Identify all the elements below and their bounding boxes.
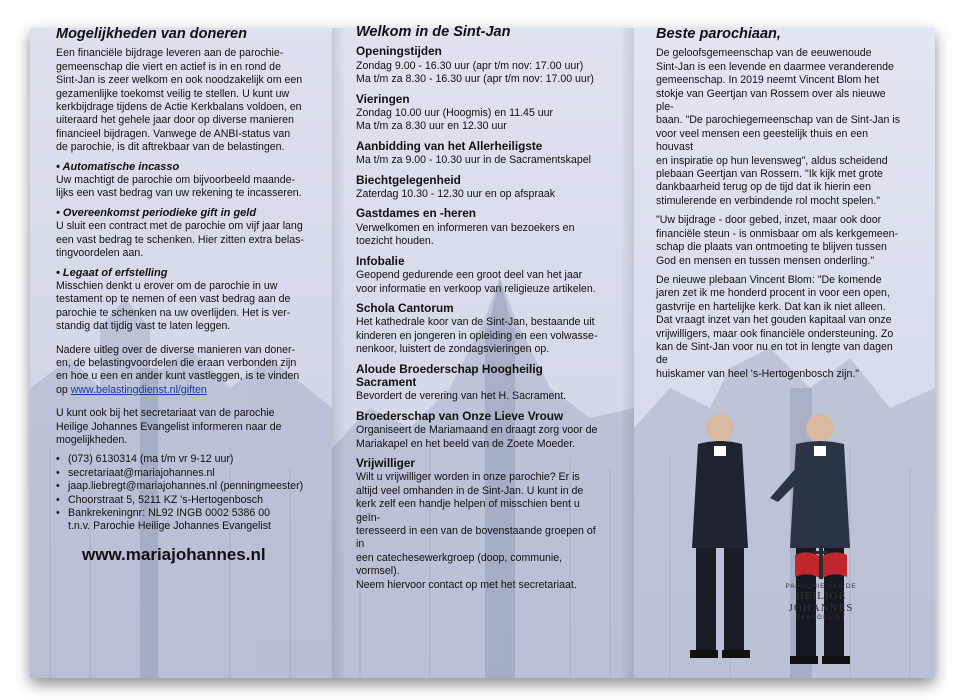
text-line: jaren zet ik me honderd procent in voor een open, — [656, 287, 890, 300]
donations-intro — [56, 47, 304, 154]
text-line: Dat vraagt inzet van het gouden kapitaal van onze — [656, 314, 892, 327]
text-line: schap die plaats van ontmoeting te blijven tussen — [656, 241, 887, 254]
section-opening-hours — [356, 45, 602, 86]
text-line: Sint-Jan is een levende en daarmee veranderende — [656, 60, 894, 73]
text-line: "Uw bijdrage - door gebed, inzet, maar ook door — [656, 214, 882, 227]
logo-top-text: PAROCHIE VAN DE — [785, 583, 857, 590]
option-heading: • Overeenkomst periodieke gift in geld — [56, 206, 257, 219]
letter-paragraph — [656, 47, 906, 208]
text-fragment: op — [56, 383, 68, 396]
contact-email-treasurer[interactable]: • jaap.liebregt@mariajohannes.nl (penningmeester) — [56, 480, 304, 493]
section-heading: Aanbidding van het Allerheiligste — [356, 138, 543, 153]
text-line: U kunt ook bij het secretariaat van de parochie — [56, 407, 275, 420]
text-line: voor informatie en verkoop van religieuze artikelen. — [356, 282, 596, 295]
text-line — [56, 384, 304, 397]
text-line: gastvrije en hartelijke kerk. Dat kan ik niet alleen. — [656, 300, 886, 313]
text-line: baan. "De parochiegemeenschap van de Sint-Jan is — [656, 114, 901, 127]
text-line: Heilige Johannes Evangelist informeren naar de — [56, 420, 282, 433]
letter-paragraph — [656, 214, 906, 268]
parish-logo — [766, 545, 876, 621]
section-heading: Infobalie — [356, 253, 405, 268]
text-line: De geloofsgemeenschap van de eeuwenoude — [656, 47, 872, 60]
letter-title: Beste parochiaan, — [656, 26, 781, 42]
text-line: Ma t/m za 9.00 - 10.30 uur in de Sacramentskapel — [356, 154, 591, 167]
text-line: standig dat tijdig vast te laten leggen. — [56, 320, 231, 333]
fold-shadow — [620, 28, 634, 678]
text-line: een catechesewerkgroep (doop, communie, vormsel). — [356, 551, 563, 578]
contact-address: • Choorstraat 5, 5211 KZ 's-Hertogenbosch — [56, 494, 304, 507]
option-heading: • Legaat of erfstelling — [56, 266, 168, 279]
section-sacrament-brotherhood — [356, 363, 602, 404]
text-line: Geopend gedurende een groot deel van het jaar — [356, 269, 583, 282]
contact-email[interactable]: • secretariaat@mariajohannes.nl — [56, 467, 304, 480]
section-heading: Openingstijden — [356, 44, 442, 59]
text-line: plebaan Geertjan van Rossem. "Ik kijk met grote — [656, 168, 883, 181]
section-services — [356, 93, 602, 134]
text-line: Zaterdag 10.30 - 12.30 uur en op afspraak — [356, 188, 556, 201]
contact-list — [56, 453, 304, 520]
text-line: Misschien denkt u erover om de parochie in uw — [56, 279, 278, 292]
text-line: teresseerd in een van de bovenstaande groepen of in — [356, 525, 596, 551]
text-line: huiskamer van heel 's-Hertogenbosch zijn." — [656, 367, 860, 380]
text-line: Uw machtigt de parochie om bijvoorbeeld maande- — [56, 174, 296, 187]
text-line: financieel bijdragen. Vanwege de ANBI-status van — [56, 127, 291, 140]
text-line: financiële steun - is onmisbaar om als kerkgemeen- — [656, 227, 899, 240]
text-line: Zondag 10.00 uur (Hoogmis) en 11.45 uur — [356, 107, 554, 120]
column-letter — [656, 28, 906, 387]
text-line: stokje van Geertjan van Rossem over als nieuwe ple- — [656, 87, 886, 114]
text-line: dankbaarheid terug op de tijd dat ik hierin een — [656, 181, 871, 194]
text-line: U sluit een contract met de parochie om vijf jaar lang — [56, 220, 303, 233]
text-line: mogelijkheden. — [56, 433, 128, 446]
section-heading: Broederschap van Onze Lieve Vrouw — [356, 408, 564, 423]
text-line: Wilt u vrijwilliger worden in onze parochie? Er is — [356, 471, 580, 484]
fold-shadow — [332, 28, 346, 678]
text-line: Verwelkomen en informeren van bezoekers en — [356, 221, 575, 234]
text-line: God en mensen en tussen mensen onderling." — [656, 254, 875, 267]
column-donations — [56, 26, 304, 564]
text-line: toezicht houden. — [356, 235, 434, 248]
text-line: Neem hiervoor contact op met het secretariaat. — [356, 578, 577, 591]
text-line: Mariakapel en het beeld van de Zoete Moeder. — [356, 437, 576, 450]
priests-photo — [670, 398, 870, 678]
contact-bank-holder: t.n.v. Parochie Heilige Johannes Evangelist — [68, 520, 271, 533]
text-line: kan de Sint-Jan voor nu en tot in lengte van dagen de — [656, 340, 893, 367]
section-confession — [356, 174, 602, 202]
section-heading: Gastdames en -heren — [356, 206, 476, 221]
option-text — [56, 220, 304, 260]
text-line: lijks een vast bedrag van uw rekening te incasseren. — [56, 187, 302, 200]
text-line: Het kathedrale koor van de Sint-Jan, bestaande uit — [356, 316, 595, 329]
option-heading: • Automatische incasso — [56, 160, 180, 173]
section-info-desk — [356, 255, 602, 296]
logo-bottom-text: EVANGELIST — [795, 614, 847, 621]
section-mary-brotherhood — [356, 410, 602, 451]
text-line: De nieuwe plebaan Vincent Blom: "De komende — [656, 273, 882, 286]
section-heading: Biechtgelegenheid — [356, 172, 461, 187]
text-line: kerk zelf een handje helpen of misschien bent u geïn- — [356, 498, 580, 524]
letter-paragraph — [656, 274, 906, 381]
column-welcome — [356, 26, 602, 594]
text-line: stimulerende en verbindende rol mocht spelen." — [656, 194, 881, 207]
text-line: Zondag 9.00 - 16.30 uur (apr t/m nov: 17.00 uur) — [356, 59, 584, 72]
section-volunteer — [356, 457, 602, 592]
text-line: Ma t/m za 8.30 - 16.30 uur (apr t/m nov: 17.00 uur) — [356, 73, 594, 86]
section-hosts — [356, 207, 602, 248]
text-line: parochie te schenken na uw overlijden. Het is ver- — [56, 306, 291, 319]
text-line: altijd veel omhanden in de Sint-Jan. U kunt in de — [356, 484, 584, 497]
contact-bank: • Bankrekeningnr: NL92 INGB 0002 5386 00 — [56, 507, 304, 520]
text-line: Nadere uitleg over de diverse manieren van doner- — [56, 343, 296, 356]
belastingdienst-link[interactable]: www.belastingdienst.nl/giften — [70, 383, 207, 396]
text-line: voor veel mensen een geestelijk thuis en een houvast — [656, 127, 869, 154]
text-line: uiteraard het gehele jaar door op diverse manieren — [56, 114, 294, 127]
text-line: Organiseert de Mariamaand en draagt zorg voor de — [356, 424, 598, 437]
text-line: een vast bedrag te schenken. Hier zitten extra belas- — [56, 233, 304, 246]
text-line: en hoe u een en ander kunt vastleggen, is te vinden — [56, 370, 300, 383]
website-link[interactable]: www.mariajohannes.nl — [82, 544, 266, 564]
text-line: Een financiële bijdrage leveren aan de parochie- — [56, 47, 284, 60]
text-line: gemeenschap die viert en actief is in en rond de — [56, 60, 281, 73]
option-text — [56, 174, 304, 201]
text-line: kinderen en jongeren in opleiding en een volwasse- — [356, 329, 598, 342]
text-line: gezamenlijke toekomst veilig te stellen. U kunt uw — [56, 87, 290, 100]
text-line: nenkoor, luistert de zondagsvieringen op. — [356, 343, 550, 356]
section-heading: Vrijwilliger — [356, 455, 416, 470]
logo-name: HEILIGE JOHANNES — [788, 590, 854, 614]
text-line: gemeenschap. In 2019 neemt Vincent Blom het — [656, 74, 880, 87]
text-line: kerkbijdrage tijdens de Actie Kerkbalans voldoen, en — [56, 101, 302, 114]
text-line: en, de belastingvoordelen die eraan verbonden zijn — [56, 356, 297, 369]
text-line: de parochie, is dit aftrekbaar van de belastingen. — [56, 141, 285, 154]
section-schola — [356, 302, 602, 357]
text-line: Sint-Jan is zeer welkom en ook noodzakelijk om een — [56, 74, 303, 87]
welcome-title: Welkom in de Sint-Jan — [356, 24, 511, 40]
text-line: Ma t/m za 8.30 uur en 12.30 uur — [356, 120, 507, 133]
text-line: testament op te nemen of een vast bedrag aan de — [56, 293, 291, 306]
section-adoration — [356, 140, 602, 168]
text-line: Bevordert de verering van het H. Sacrament. — [356, 390, 567, 403]
more-info-text — [56, 344, 304, 398]
contact-phone: • (073) 6130314 (ma t/m vr 9-12 uur) — [56, 453, 304, 466]
donations-title: Mogelijkheden van doneren — [56, 26, 247, 42]
book-cross-icon — [791, 545, 851, 581]
text-line: vrijwilligers, maar ook financiële ondersteuning. Zo — [656, 327, 894, 340]
section-heading: Vieringen — [356, 91, 410, 106]
text-line: en inspiratie op hun levensweg", aldus scheidend — [656, 154, 888, 167]
section-heading: Schola Cantorum — [356, 300, 454, 315]
option-text — [56, 280, 304, 334]
secretariat-text — [56, 407, 304, 447]
text-line: tingvoordelen aan. — [56, 247, 144, 260]
section-heading: Aloude Broederschap Hoogheilig Sacrament — [356, 361, 543, 389]
